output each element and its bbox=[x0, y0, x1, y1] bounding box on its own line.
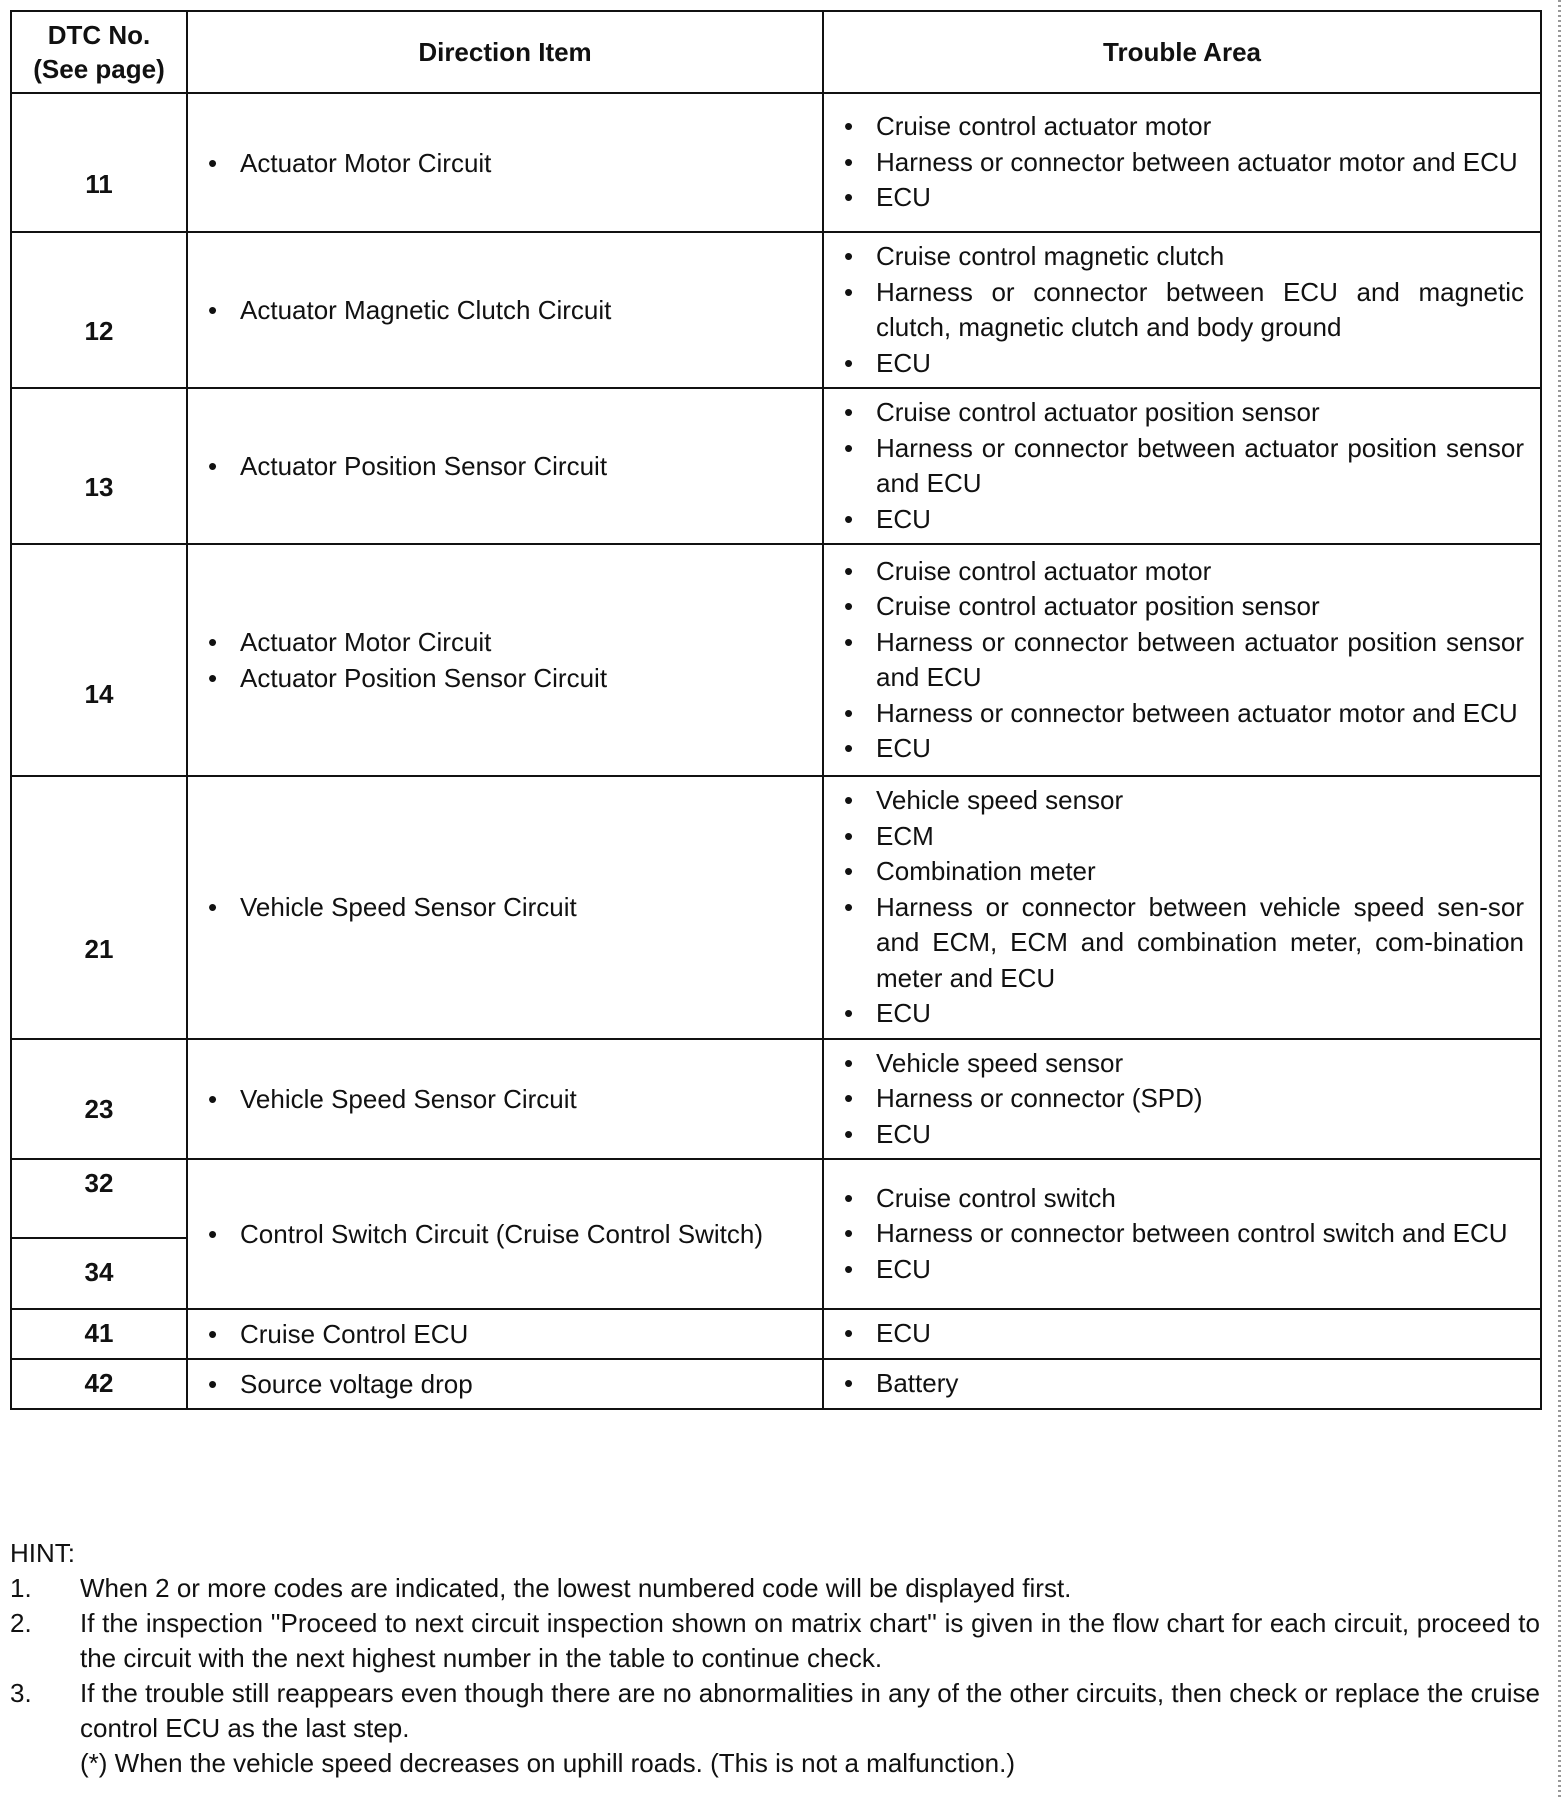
trouble-area-cell bbox=[823, 1359, 1541, 1409]
direction-item-list bbox=[206, 1366, 806, 1402]
direction-item-list bbox=[206, 145, 806, 181]
list-item: • Cruise control magnetic clutch bbox=[842, 239, 1524, 275]
list-item: • ECU bbox=[842, 1316, 1524, 1352]
hint-item-text: If the trouble still reappears even though there are no abnormalities in any of the other circuits, then check or replace the cruise control ECU as the last step. bbox=[80, 1678, 1540, 1743]
trouble-area-list bbox=[842, 1046, 1524, 1153]
trouble-area-list bbox=[842, 239, 1524, 381]
list-item: • ECU bbox=[842, 180, 1524, 216]
page-edge-binding bbox=[1558, 0, 1561, 1798]
dtc-code-cell: 13 bbox=[11, 388, 187, 544]
dtc-table bbox=[10, 10, 1542, 1410]
trouble-area-list bbox=[842, 554, 1524, 767]
hint-item-number: 1. bbox=[10, 1573, 32, 1603]
trouble-area-list bbox=[842, 109, 1524, 216]
list-item: • Cruise control actuator position sensor bbox=[842, 589, 1524, 625]
dtc-code-cell: 23 bbox=[11, 1039, 187, 1160]
list-item: • ECU bbox=[842, 1252, 1524, 1288]
table-row bbox=[11, 388, 1541, 544]
hint-section bbox=[10, 1536, 1540, 1781]
trouble-area-cell bbox=[823, 776, 1541, 1039]
list-item: • Cruise control actuator motor bbox=[842, 109, 1524, 145]
dtc-code-cell: 21 bbox=[11, 776, 187, 1039]
trouble-area-list bbox=[842, 1366, 1524, 1402]
table-row bbox=[11, 1159, 1541, 1238]
header-direction-item: Direction Item bbox=[187, 11, 823, 93]
hint-title: HINT: bbox=[10, 1538, 75, 1568]
table-row bbox=[11, 93, 1541, 232]
list-item: • Harness or connector between actuator motor and ECU bbox=[842, 696, 1524, 732]
list-item: • Actuator Motor Circuit bbox=[206, 145, 806, 181]
list-item: • ECU bbox=[842, 731, 1524, 767]
list-item: • Harness or connector between actuator motor and ECU bbox=[842, 145, 1524, 181]
hint-item bbox=[10, 1676, 1540, 1746]
direction-item-cell bbox=[187, 544, 823, 776]
trouble-area-cell bbox=[823, 1159, 1541, 1309]
list-item: • Vehicle speed sensor bbox=[842, 783, 1524, 819]
trouble-area-cell bbox=[823, 232, 1541, 388]
trouble-area-cell bbox=[823, 93, 1541, 232]
trouble-area-list bbox=[842, 783, 1524, 1032]
trouble-area-cell bbox=[823, 1039, 1541, 1160]
table-row bbox=[11, 1359, 1541, 1409]
table-row bbox=[11, 776, 1541, 1039]
direction-item-list bbox=[206, 624, 806, 696]
direction-item-list bbox=[206, 1081, 806, 1117]
dtc-code-cell: 11 bbox=[11, 93, 187, 232]
hint-note: (*) When the vehicle speed decreases on uphill roads. (This is not a malfunction.) bbox=[80, 1748, 1016, 1778]
list-item: • ECU bbox=[842, 1117, 1524, 1153]
dtc-code-cell: 32 bbox=[11, 1159, 187, 1238]
trouble-area-list bbox=[842, 1181, 1524, 1288]
list-item: • Vehicle Speed Sensor Circuit bbox=[206, 1081, 806, 1117]
direction-item-list bbox=[206, 889, 806, 925]
hint-item-number: 3. bbox=[10, 1678, 32, 1708]
list-item: • Vehicle Speed Sensor Circuit bbox=[206, 889, 806, 925]
list-item: • ECU bbox=[842, 502, 1524, 538]
hint-list bbox=[10, 1571, 1540, 1746]
direction-item-cell bbox=[187, 93, 823, 232]
dtc-document bbox=[10, 10, 1540, 1410]
dtc-code-cell: 41 bbox=[11, 1309, 187, 1359]
direction-item-list bbox=[206, 292, 806, 328]
header-trouble-area: Trouble Area bbox=[823, 11, 1541, 93]
header-dtc-no bbox=[11, 11, 187, 93]
list-item: • Harness or connector between actuator position sensor and ECU bbox=[842, 431, 1524, 502]
hint-item-number: 2. bbox=[10, 1608, 32, 1638]
list-item: • Harness or connector between vehicle speed sen-sor and ECM, ECM and combination meter, com-bination meter and ECU bbox=[842, 890, 1524, 997]
trouble-area-cell bbox=[823, 544, 1541, 776]
direction-item-cell bbox=[187, 1309, 823, 1359]
trouble-area-list bbox=[842, 395, 1524, 537]
dtc-code-cell: 14 bbox=[11, 544, 187, 776]
list-item: • ECM bbox=[842, 819, 1524, 855]
hint-item bbox=[10, 1606, 1540, 1676]
list-item: • Combination meter bbox=[842, 854, 1524, 890]
direction-item-cell bbox=[187, 776, 823, 1039]
list-item: • ECU bbox=[842, 346, 1524, 382]
table-row bbox=[11, 1309, 1541, 1359]
hint-item bbox=[10, 1571, 1540, 1606]
direction-item-cell bbox=[187, 1039, 823, 1160]
list-item: • ECU bbox=[842, 996, 1524, 1032]
list-item: • Actuator Position Sensor Circuit bbox=[206, 660, 806, 696]
trouble-area-cell bbox=[823, 1309, 1541, 1359]
list-item: • Cruise Control ECU bbox=[206, 1316, 806, 1352]
table-row bbox=[11, 1039, 1541, 1160]
dtc-code-cell: 34 bbox=[11, 1238, 187, 1309]
list-item: • Harness or connector between actuator position sensor and ECU bbox=[842, 625, 1524, 696]
table-row bbox=[11, 232, 1541, 388]
list-item: • Harness or connector between control switch and ECU bbox=[842, 1216, 1524, 1252]
header-dtc-text: DTC No. (See page) bbox=[33, 20, 165, 84]
direction-item-list bbox=[206, 1316, 806, 1352]
direction-item-cell bbox=[187, 1359, 823, 1409]
table-row bbox=[11, 544, 1541, 776]
hint-item-text: If the inspection ''Proceed to next circuit inspection shown on matrix chart'' is given in the flow chart for each circuit, proceed to the circuit with the next highest number in the table to continue check. bbox=[80, 1608, 1540, 1673]
direction-item-cell bbox=[187, 1159, 823, 1309]
list-item: • Cruise control actuator position sensor bbox=[842, 395, 1524, 431]
direction-item-cell bbox=[187, 388, 823, 544]
list-item: • Source voltage drop bbox=[206, 1366, 806, 1402]
list-item: • Harness or connector (SPD) bbox=[842, 1081, 1524, 1117]
hint-item-text: When 2 or more codes are indicated, the lowest numbered code will be displayed first. bbox=[80, 1573, 1072, 1603]
direction-item-cell bbox=[187, 232, 823, 388]
list-item: • Cruise control switch bbox=[842, 1181, 1524, 1217]
list-item: • Actuator Motor Circuit bbox=[206, 624, 806, 660]
dtc-code-cell: 12 bbox=[11, 232, 187, 388]
table-body bbox=[11, 93, 1541, 1409]
direction-item-list bbox=[206, 1216, 806, 1252]
list-item: • Control Switch Circuit (Cruise Control Switch) bbox=[206, 1216, 806, 1252]
trouble-area-cell bbox=[823, 388, 1541, 544]
dtc-code-cell: 42 bbox=[11, 1359, 187, 1409]
trouble-area-list bbox=[842, 1316, 1524, 1352]
list-item: • Battery bbox=[842, 1366, 1524, 1402]
table-header-row bbox=[11, 11, 1541, 93]
list-item: • Actuator Magnetic Clutch Circuit bbox=[206, 292, 806, 328]
list-item: • Cruise control actuator motor bbox=[842, 554, 1524, 590]
list-item: • Harness or connector between ECU and magnetic clutch, magnetic clutch and body ground bbox=[842, 275, 1524, 346]
direction-item-list bbox=[206, 448, 806, 484]
list-item: • Actuator Position Sensor Circuit bbox=[206, 448, 806, 484]
list-item: • Vehicle speed sensor bbox=[842, 1046, 1524, 1082]
